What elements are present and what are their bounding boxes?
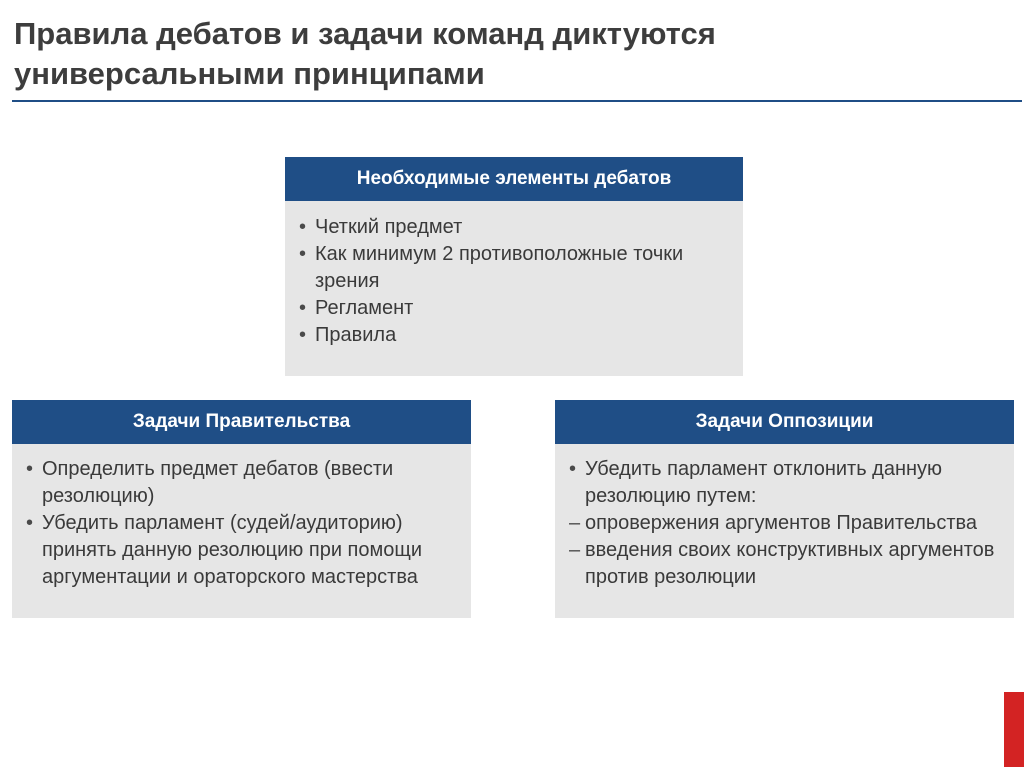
debate-element-item: • Четкий предмет xyxy=(299,214,733,241)
opposition-subtask-item: – введения своих конструктивных аргументов против резолюции xyxy=(569,537,1006,591)
government-tasks-box xyxy=(12,400,471,618)
opposition-tasks-box xyxy=(555,400,1014,618)
opposition-subtask-item: – опровержения аргументов Правительства xyxy=(569,510,1006,537)
opposition-tasks-body xyxy=(555,444,1014,618)
opposition-task-item: • Убедить парламент отклонить данную резолюцию путем: xyxy=(569,456,1006,510)
opposition-tasks-list xyxy=(569,456,1006,510)
debate-element-item: • Как минимум 2 противоположные точки зрения xyxy=(299,241,733,295)
title-divider xyxy=(12,100,1022,102)
debate-elements-list xyxy=(299,214,733,349)
opposition-subtasks-list xyxy=(569,510,1006,591)
red-accent-bar xyxy=(1004,692,1024,767)
debate-element-item: • Регламент xyxy=(299,295,733,322)
debate-elements-body xyxy=(285,201,743,376)
government-task-item: • Убедить парламент (судей/аудиторию) принять данную резолюцию при помощи аргументации и ораторского мастерства xyxy=(26,510,461,591)
debate-element-item: • Правила xyxy=(299,322,733,349)
debate-elements-header: Необходимые элементы дебатов xyxy=(285,157,743,201)
government-task-item: • Определить предмет дебатов (ввести резолюцию) xyxy=(26,456,461,510)
debate-elements-box xyxy=(285,157,743,376)
government-tasks-header: Задачи Правительства xyxy=(12,400,471,444)
slide-title: Правила дебатов и задачи команд диктуются универсальными принципами xyxy=(14,16,716,91)
opposition-tasks-header: Задачи Оппозиции xyxy=(555,400,1014,444)
government-tasks-body xyxy=(12,444,471,618)
government-tasks-list xyxy=(26,456,461,591)
